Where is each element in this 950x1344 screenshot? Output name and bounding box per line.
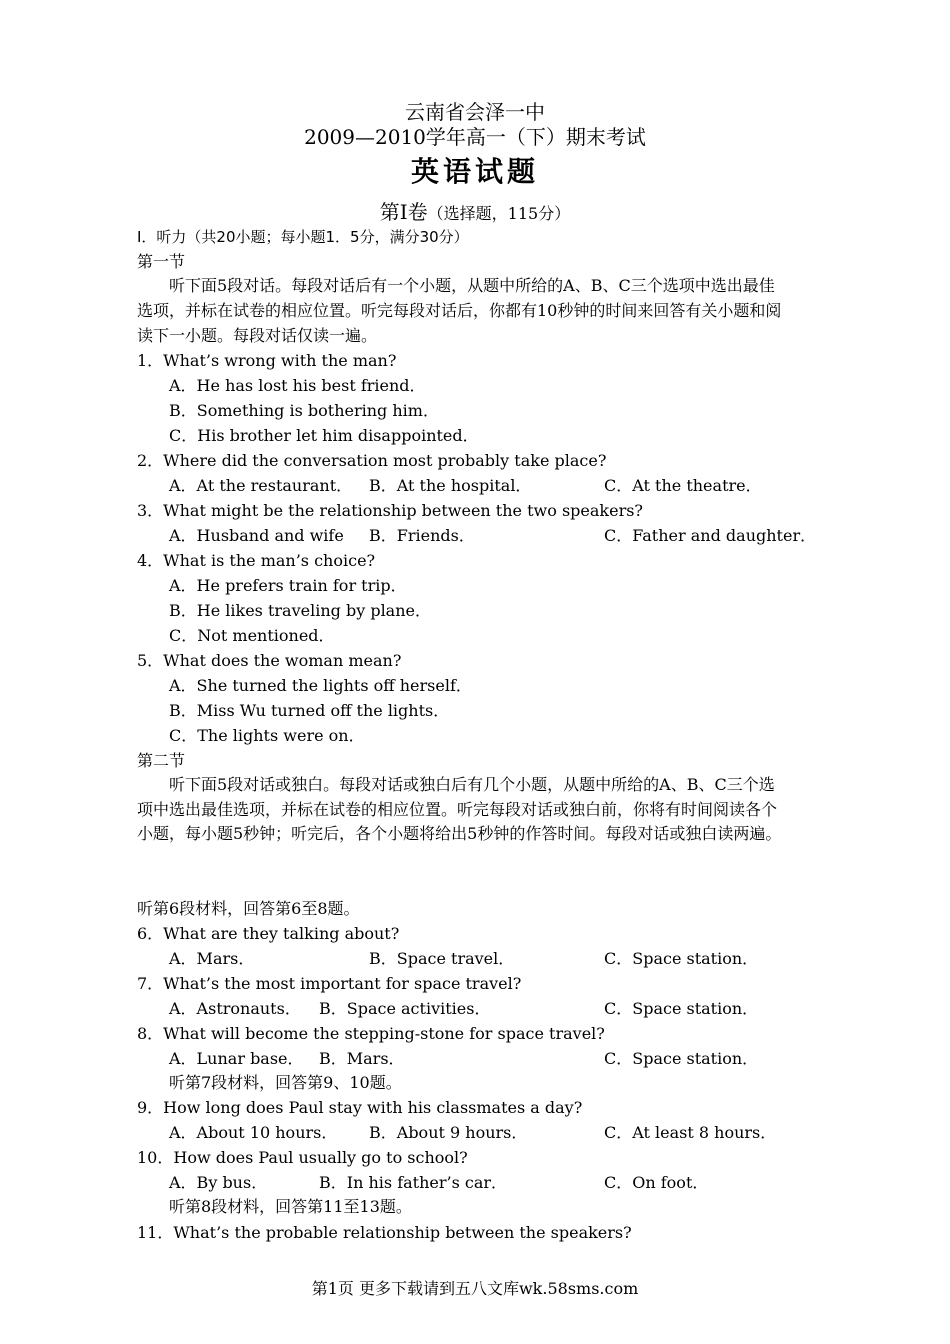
option-a: A．About 10 hours． bbox=[169, 1123, 338, 1142]
question-stem: 8．What will become the stepping-stone for space travel? bbox=[137, 1024, 605, 1043]
option-c: C．His brother let him disappointed． bbox=[169, 426, 479, 445]
option-b: B．He likes traveling by plane． bbox=[169, 601, 431, 620]
part1-heading: Ⅰ．听力（共20小题；每小题1．5分，满分30分） bbox=[137, 228, 469, 246]
option-a: A．At the restaurant． bbox=[169, 476, 353, 495]
option-a: A．Mars． bbox=[169, 949, 255, 968]
section1-instr-line: 选项，并标在试卷的相应位置。听完每段对话后，你都有10秒钟的时间来回答有关小题和阅 bbox=[137, 301, 782, 320]
section1-instr-line: 读下一小题。每段对话仅读一遍。 bbox=[137, 326, 378, 345]
material-6: 听第6段材料，回答第6至8题。 bbox=[137, 899, 360, 918]
section2-instr-line: 听下面5段对话或独白。每段对话或独白后有几个小题，从题中所给的A、B、C三个选 bbox=[169, 775, 775, 794]
section1-instr-line: 听下面5段对话。每段对话后有一个小题，从题中所给的A、B、C三个选项中选出最佳 bbox=[169, 276, 775, 295]
option-b: B．Space travel． bbox=[369, 949, 515, 968]
option-b: B．In his father’s car． bbox=[319, 1173, 508, 1192]
option-c: C．Not mentioned． bbox=[169, 626, 335, 645]
volume-title bbox=[0, 200, 950, 226]
option-c: C．Father and daughter． bbox=[604, 526, 817, 545]
question-stem: 1．What’s wrong with the man? bbox=[137, 351, 397, 370]
option-b: B．Friends． bbox=[369, 526, 475, 545]
option-b: B．Mars． bbox=[319, 1049, 405, 1068]
school-name: 云南省会泽一中 bbox=[405, 100, 545, 124]
option-a: A．He prefers train for trip． bbox=[169, 576, 407, 595]
option-a: A．Astronauts． bbox=[169, 999, 301, 1018]
option-a: A．Lunar base． bbox=[169, 1049, 304, 1068]
section2-instr-line: 项中选出最佳选项，并标在试卷的相应位置。听完每段对话或独白前，你将有时间阅读各个 bbox=[137, 800, 778, 819]
subject-title: 英语试题 bbox=[410, 155, 539, 188]
volume-note: （选择题，115分） bbox=[427, 204, 571, 223]
option-b: B．Miss Wu turned off the lights． bbox=[169, 701, 450, 720]
option-c: C．At the theatre． bbox=[604, 476, 762, 495]
option-c: C．On foot． bbox=[604, 1173, 709, 1192]
option-c: C．Space station． bbox=[604, 1049, 759, 1068]
option-b: B．At the hospital． bbox=[369, 476, 532, 495]
question-stem: 7．What’s the most important for space travel? bbox=[137, 974, 522, 993]
option-c: C．At least 8 hours． bbox=[604, 1123, 777, 1142]
option-c: C．Space station． bbox=[604, 949, 759, 968]
option-a: A．He has lost his best friend． bbox=[169, 376, 426, 395]
exam-title: 2009—2010学年高一（下）期末考试 bbox=[304, 125, 646, 149]
question-stem: 2．Where did the conversation most probably take place? bbox=[137, 451, 607, 470]
question-stem: 3．What might be the relationship between the two speakers? bbox=[137, 501, 644, 520]
volume-label: 第Ⅰ卷 bbox=[379, 200, 428, 224]
section2-title: 第二节 bbox=[137, 751, 186, 770]
question-stem: 10．How does Paul usually go to school? bbox=[137, 1148, 468, 1167]
material-8: 听第8段材料，回答第11至13题。 bbox=[169, 1197, 412, 1216]
option-a: A．Husband and wife bbox=[169, 526, 344, 545]
section1-title: 第一节 bbox=[137, 252, 186, 271]
option-c: C．The lights were on． bbox=[169, 726, 365, 745]
option-b: B．Something is bothering him． bbox=[169, 401, 439, 420]
option-b: B．Space activities． bbox=[319, 999, 491, 1018]
question-stem: 11．What’s the probable relationship between the speakers? bbox=[137, 1223, 632, 1242]
question-stem: 4．What is the man’s choice? bbox=[137, 551, 376, 570]
option-a: A．By bus． bbox=[169, 1173, 268, 1192]
section2-instr-line: 小题，每小题5秒钟；听完后，各个小题将给出5秒钟的作答时间。每段对话或独白读两遍。 bbox=[137, 824, 782, 843]
option-a: A．She turned the lights off herself． bbox=[169, 676, 472, 695]
page-footer: 第1页 更多下载请到五八文库wk.58sms.com bbox=[311, 1279, 639, 1298]
material-7: 听第7段材料，回答第9、10题。 bbox=[169, 1073, 402, 1092]
option-c: C．Space station． bbox=[604, 999, 759, 1018]
question-stem: 6．What are they talking about? bbox=[137, 924, 400, 943]
option-b: B．About 9 hours． bbox=[369, 1123, 528, 1142]
question-stem: 9．How long does Paul stay with his classmates a day? bbox=[137, 1098, 583, 1117]
question-stem: 5．What does the woman mean? bbox=[137, 651, 402, 670]
